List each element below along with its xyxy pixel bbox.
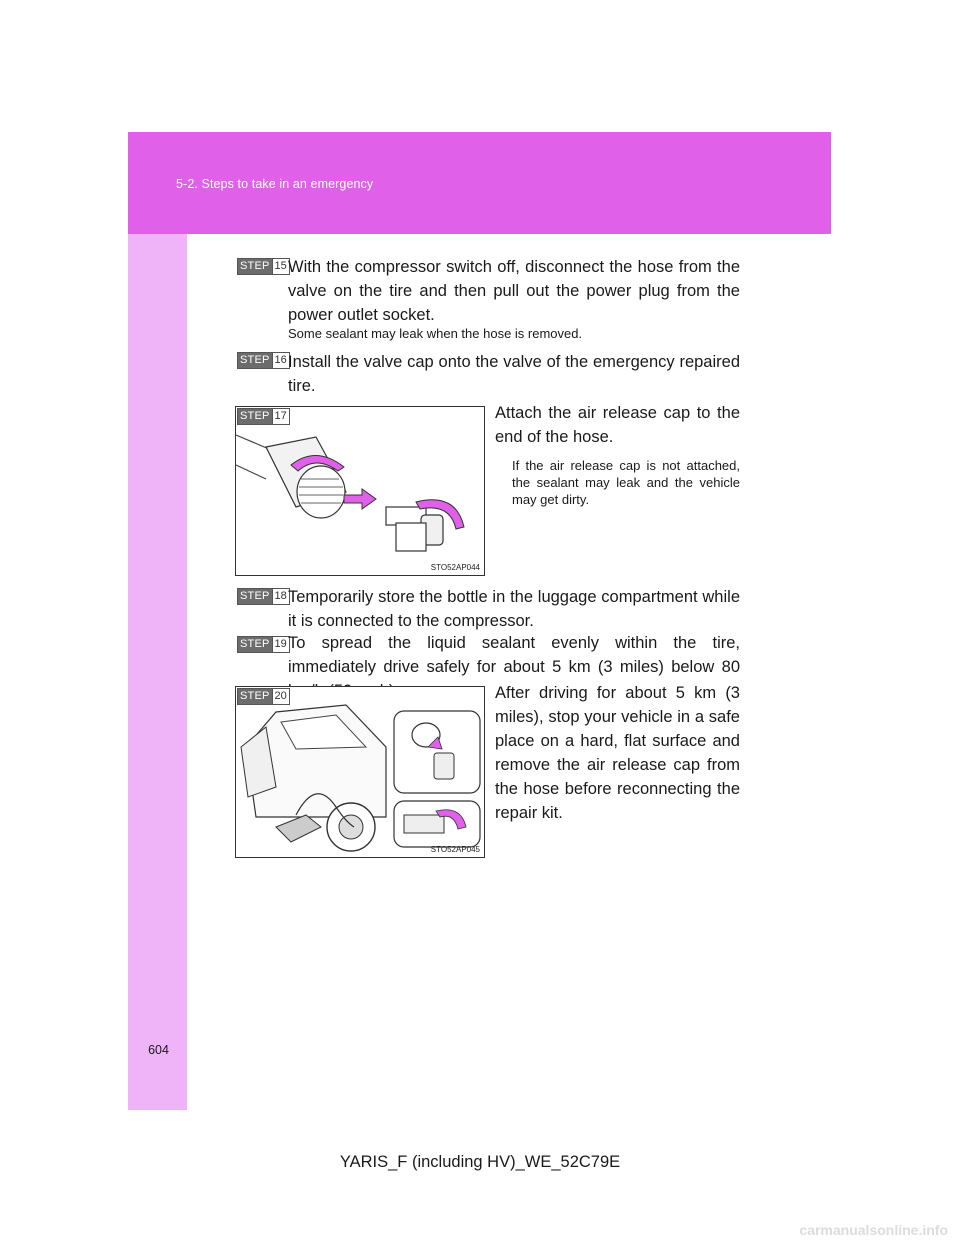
step-20-text: After driving for about 5 km (3 miles), stop your vehicle in a safe place on a hard, flat surface and remove the air release cap from the hose before reconnecting the repair kit. <box>495 684 740 822</box>
step-19-text: To spread the liquid sealant evenly within the tire, immediately drive safely for about 5 km (3 miles) below 80 <box>288 634 740 676</box>
step-badge-16 <box>237 352 290 369</box>
figure-code: STO52AP044 <box>430 563 480 572</box>
step-word: STEP <box>240 260 270 272</box>
page-number: 604 <box>148 1043 169 1057</box>
step-badge-19 <box>237 636 290 653</box>
hose-cap-illustration <box>236 407 484 575</box>
air-release-cap-figure <box>235 406 485 576</box>
watermark[interactable]: carmanualsonline.info <box>799 1222 948 1238</box>
step-word: STEP <box>240 354 270 366</box>
step-number: 18 <box>272 589 289 604</box>
vehicle-repair-kit-figure <box>235 686 485 858</box>
section-title: 5-2. Steps to take in an emergency <box>176 177 374 191</box>
step-badge-15 <box>237 258 290 275</box>
step-word: STEP <box>240 638 270 650</box>
step-17-text: Attach the air release cap to the end of the hose. <box>495 404 740 446</box>
step-word: STEP <box>240 590 270 602</box>
step-word: STEP <box>240 410 270 422</box>
step-badge-18 <box>237 588 290 605</box>
step-17-note: If the air release cap is not attached, the sealant may leak and the vehicle may get dirty. <box>512 458 740 507</box>
step-15-note: Some sealant may leak when the hose is removed. <box>288 326 583 341</box>
step-number: 19 <box>272 637 289 652</box>
step-15-text: With the compressor switch off, disconnect the hose from the valve on the tire and then pull out the power plug from the power outlet socket. <box>288 258 740 324</box>
vehicle-illustration <box>236 687 484 857</box>
step-16-text: Install the valve cap onto the valve of the emergency repaired tire. <box>288 353 740 395</box>
step-number: 15 <box>272 259 289 274</box>
sidebar-strip <box>128 132 187 1110</box>
footer-model: YARIS_F (including HV)_WE_52C79E <box>339 1153 621 1171</box>
step-number: 20 <box>272 689 289 704</box>
step-number: 17 <box>272 409 289 424</box>
step-word: STEP <box>240 690 270 702</box>
figure-code: STO52AP045 <box>430 845 480 854</box>
step-18-text: Temporarily store the bottle in the luggage compartment while it is connected to the compressor. <box>288 588 740 630</box>
step-number: 16 <box>272 353 289 368</box>
